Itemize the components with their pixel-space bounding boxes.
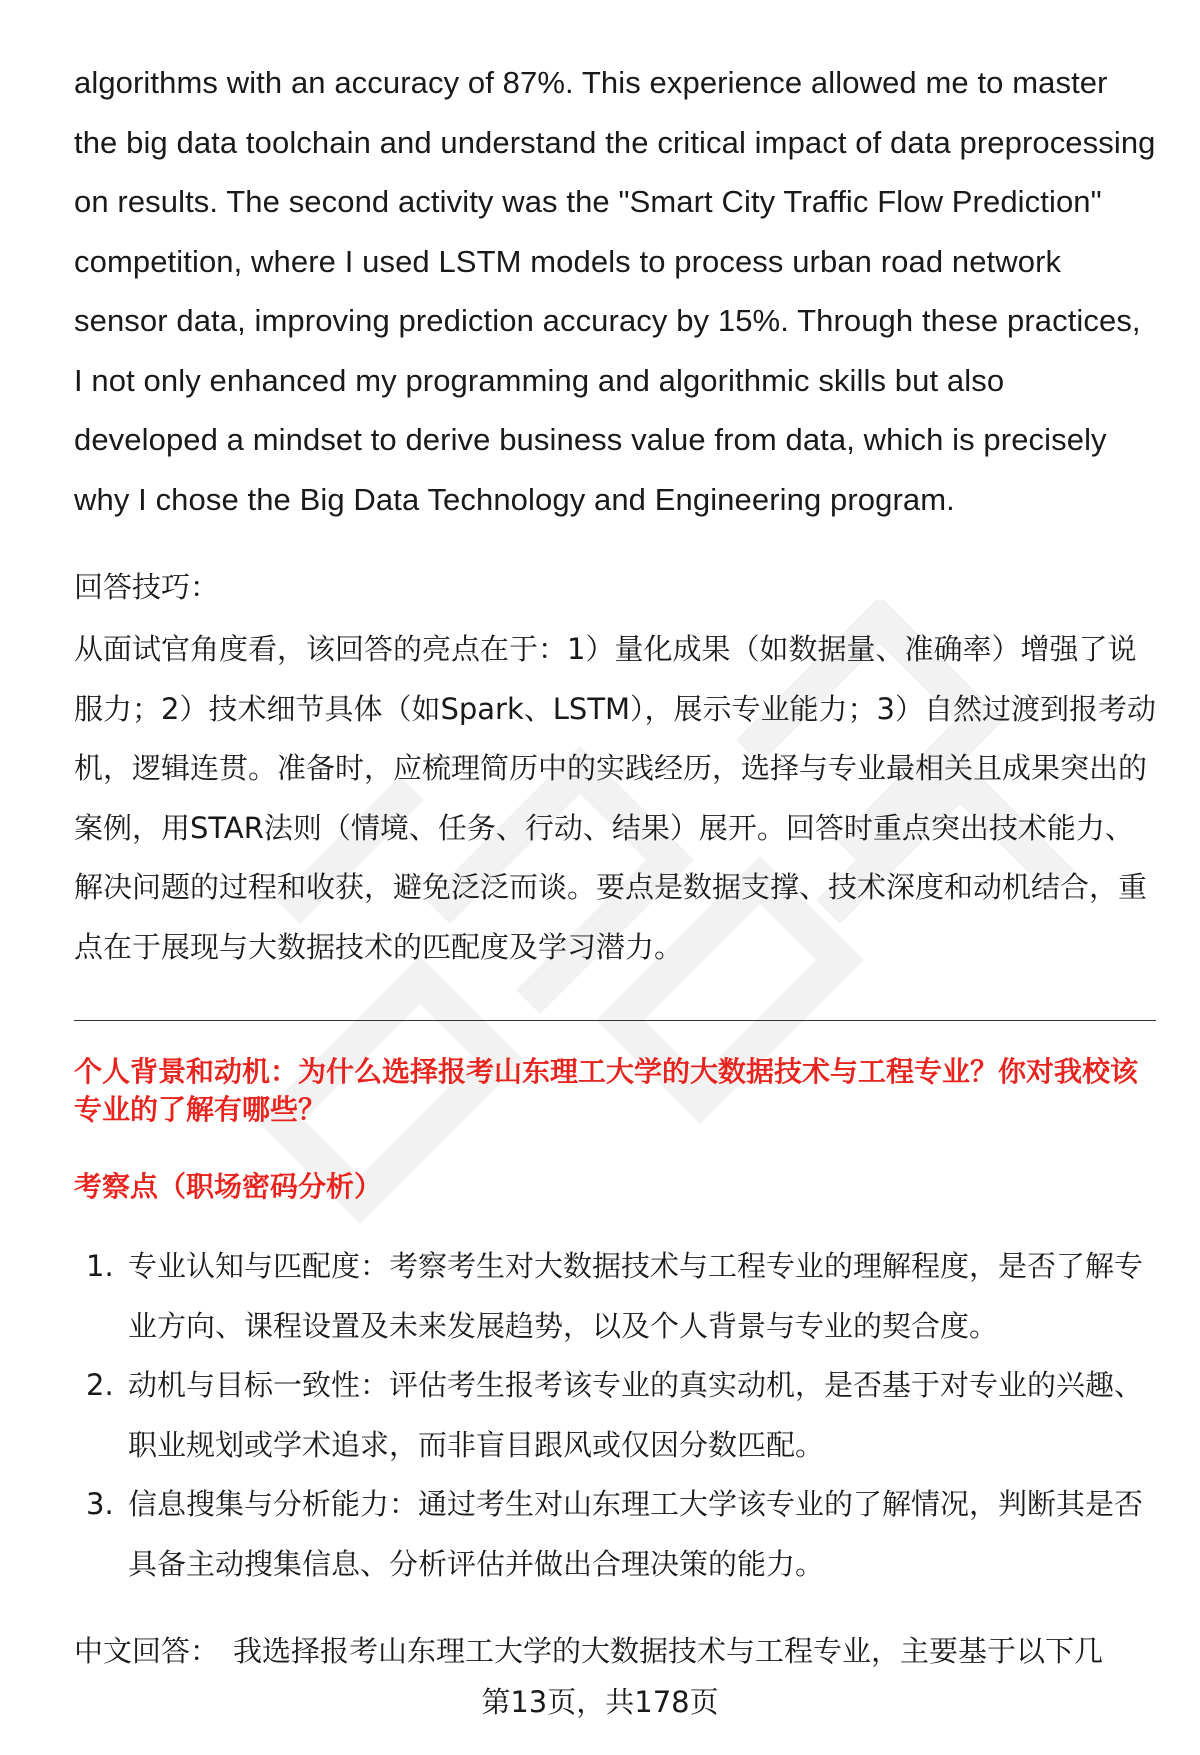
assessment-points-list: [74, 1237, 1156, 1594]
chinese-answer-label: 中文回答：: [74, 1634, 220, 1668]
chinese-answer-text: 我选择报考山东理工大学的大数据技术与工程专业，主要基于以下几: [233, 1634, 1104, 1668]
list-item-text: 动机与目标一致性：评估考生报考该专业的真实动机，是否基于对专业的兴趣、职业规划或学术追求，而非盲目跟风或仅因分数匹配。: [128, 1368, 1144, 1462]
list-item: [74, 1475, 1156, 1594]
question-subtitle: 考察点（职场密码分析）: [74, 1170, 383, 1203]
list-item-text: 专业认知与匹配度：考察考生对大数据技术与工程专业的理解程度，是否了解专业方向、课程设置及未来发展趋势，以及个人背景与专业的契合度。: [128, 1249, 1144, 1343]
list-item: [74, 1237, 1156, 1356]
tips-body: 从面试官角度看，该回答的亮点在于：1）量化成果（如数据量、准确率）增强了说服力；2）技术细节具体（如Spark、LSTM），展示专业能力；3）自然过渡到报考动机，逻辑连贯。准备时，应梳理简历中的实践经历，选择与专业最相关且成果突出的案例，用STAR法则（情境、任务、行动、结果）展开。回答时重点突出技术能力、解决问题的过程和收获，避免泛泛而谈。要点是数据支撑、技术深度和动机结合，重点在于展现与大数据技术的匹配度及学习潜力。: [74, 632, 1157, 964]
chinese-answer: [74, 1626, 1156, 1676]
list-item-number: 2.: [86, 1368, 114, 1402]
english-answer-paragraph: algorithms with an accuracy of 87%. This experience allowed me to master the big data toolchain and understand the critical impact of data preprocessing on results. The second activity was the "Smart City Traffic Flow Prediction" competition, where I used LSTM models to process urban road network sensor data, improving prediction accuracy by 15%. Through these practices, I not only enhanced my programming and algorithmic skills but also developed a mindset to derive business value from data, which is precisely why I chose the Big Data Technology and Engineering program.: [74, 65, 1156, 517]
tips-title: 回答技巧：: [74, 570, 220, 604]
list-item-number: 3.: [86, 1487, 114, 1521]
list-item-text: 信息搜集与分析能力：通过考生对山东理工大学该专业的了解情况，判断其是否具备主动搜集信息、分析评估并做出合理决策的能力。: [128, 1487, 1144, 1581]
section-divider: [74, 1020, 1156, 1021]
page-number-footer: 第13页，共178页: [481, 1685, 719, 1719]
list-item: [74, 1356, 1156, 1475]
question-title: 个人背景和动机：为什么选择报考山东理工大学的大数据技术与工程专业？你对我校该专业的了解有哪些？: [74, 1055, 1139, 1126]
list-item-number: 1.: [86, 1249, 114, 1283]
